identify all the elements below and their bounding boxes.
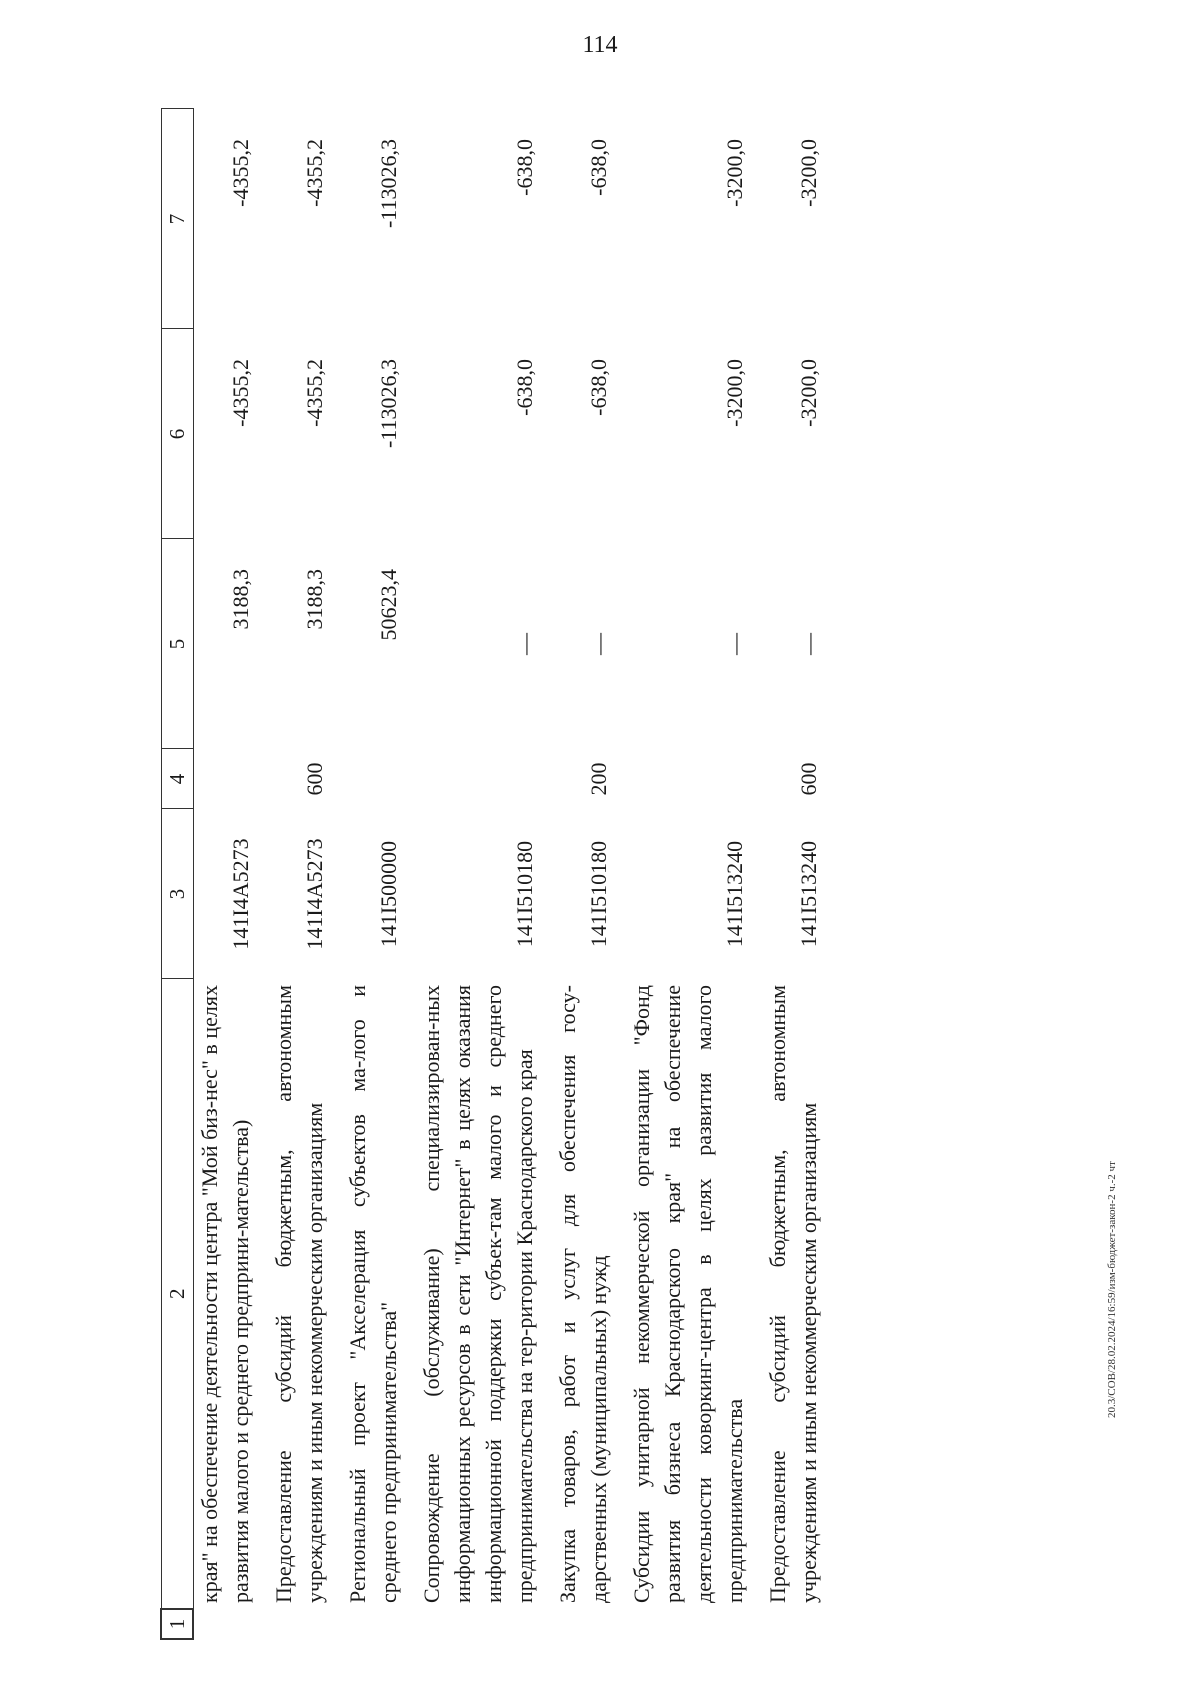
row-col7: -638,0 bbox=[511, 139, 537, 196]
row-col6: -4355,2 bbox=[227, 359, 253, 427]
row-description: Региональный проект "Акселерация субъектов ма-лого и среднего предпринимательства" bbox=[344, 985, 401, 1603]
table-row bbox=[750, 109, 824, 1639]
row-col7: -3200,0 bbox=[721, 139, 747, 207]
column-header-3: 3 bbox=[161, 809, 193, 979]
row-col5: — bbox=[511, 633, 537, 655]
row-code: 141I513240 bbox=[721, 840, 747, 948]
row-col6: -113026,3 bbox=[375, 359, 401, 449]
row-type bbox=[193, 749, 256, 809]
row-type bbox=[614, 749, 750, 809]
row-code: 141I4A5273 bbox=[227, 838, 253, 950]
row-col5: 3188,3 bbox=[301, 569, 327, 630]
row-col6: -3200,0 bbox=[721, 359, 747, 427]
row-col5: — bbox=[795, 633, 821, 655]
table-row bbox=[256, 109, 330, 1639]
row-description: Предоставление субсидий бюджетным, автономным учреждениям и иным некоммерческим организациям bbox=[764, 985, 821, 1603]
row-col6: -638,0 bbox=[585, 359, 611, 416]
row-type bbox=[330, 749, 404, 809]
row-type: 200 bbox=[585, 762, 611, 796]
row-description: Предоставление субсидий бюджетным, автономным учреждениям и иным некоммерческим организациям bbox=[270, 985, 327, 1603]
column-header-5: 5 bbox=[161, 539, 193, 749]
row-col7: -4355,2 bbox=[227, 139, 253, 207]
table-row bbox=[330, 109, 404, 1639]
row-col6: -4355,2 bbox=[301, 359, 327, 427]
row-col6: -638,0 bbox=[511, 359, 537, 416]
table-row bbox=[614, 109, 750, 1639]
document-footer: 20.3/СОВ/28.02.2024/16:59/изм-бюджет-закон-2 ч.-2 чт bbox=[1106, 1161, 1118, 1418]
row-col5: 3188,3 bbox=[227, 569, 253, 630]
row-col5: — bbox=[721, 633, 747, 655]
row-col5: 50623,4 bbox=[375, 569, 401, 641]
column-header-6: 6 bbox=[161, 329, 193, 539]
table-row bbox=[193, 109, 256, 1639]
row-description: Сопровождение (обслуживание) специализирован-ных информационных ресурсов в сети "Интернет" в целях оказания информационной поддержки субъек-там малого и среднего предпринимательства на тер-ритории Краснодарского края bbox=[418, 985, 537, 1603]
row-description: Субсидии унитарной некоммерческой организации "Фонд развития бизнеса Краснодарского края" на обеспечение деятельности коворкинг-центра в целях развития малого предпринимательства bbox=[628, 985, 747, 1603]
row-type: 600 bbox=[301, 762, 327, 796]
rotated-table-area bbox=[160, 80, 1060, 1640]
row-code: 141I510180 bbox=[511, 840, 537, 948]
row-col7: -638,0 bbox=[585, 139, 611, 196]
row-col7: -3200,0 bbox=[795, 139, 821, 207]
column-header-4: 4 bbox=[161, 749, 193, 809]
row-code: 141I513240 bbox=[795, 840, 821, 948]
row-col7: -113026,3 bbox=[375, 139, 401, 229]
row-code: 141I500000 bbox=[375, 840, 401, 948]
budget-table bbox=[160, 109, 824, 1641]
table-header bbox=[161, 109, 193, 1639]
table-row bbox=[404, 109, 540, 1639]
column-header-2: 2 bbox=[161, 979, 193, 1609]
page-number: 114 bbox=[582, 32, 618, 58]
column-header-1: 1 bbox=[161, 1609, 193, 1639]
row-col5: — bbox=[585, 633, 611, 655]
row-type: 600 bbox=[795, 762, 821, 796]
row-description: Закупка товаров, работ и услуг для обеспечения госу-дарственных (муниципальных) нужд bbox=[554, 985, 611, 1603]
row-col6: -3200,0 bbox=[795, 359, 821, 427]
table-row bbox=[540, 109, 614, 1639]
row-code: 141I4A5273 bbox=[301, 838, 327, 950]
column-header-7: 7 bbox=[161, 109, 193, 329]
row-col7: -4355,2 bbox=[301, 139, 327, 207]
row-description: края" на обеспечение деятельности центра "Мой биз-нес" в целях развития малого и среднего предприни-мательства) bbox=[196, 985, 253, 1603]
row-code: 141I510180 bbox=[585, 840, 611, 948]
row-type bbox=[404, 749, 540, 809]
